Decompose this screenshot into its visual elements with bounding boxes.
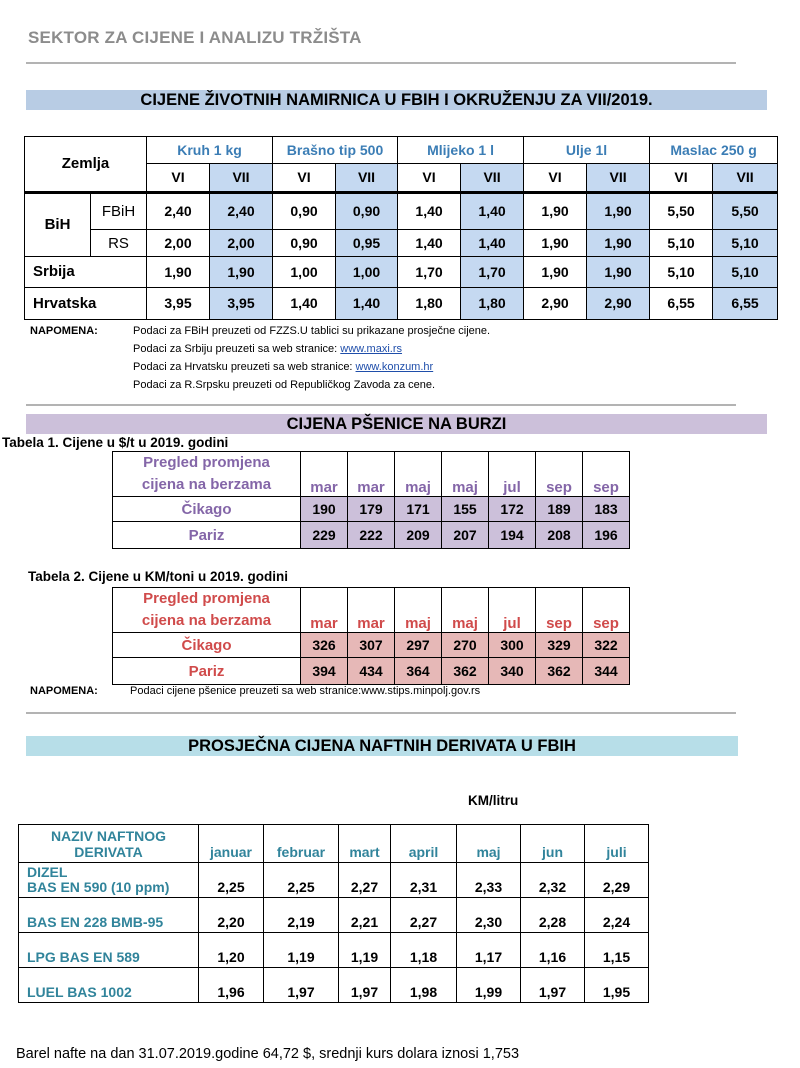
price-cell: 2,00	[210, 230, 273, 257]
price-cell: 1,97	[339, 968, 391, 1003]
exchange-label: Čikago	[113, 497, 301, 522]
price-cell: 1,90	[587, 230, 650, 257]
month-header: maj	[395, 588, 442, 633]
price-cell: 172	[489, 497, 536, 522]
row-label: RS	[91, 230, 147, 257]
price-cell: 1,99	[457, 968, 521, 1003]
month-header: sep	[536, 588, 583, 633]
month-header: mar	[348, 588, 395, 633]
price-cell: 1,97	[264, 968, 339, 1003]
month-header: VII	[713, 164, 778, 192]
price-cell: 362	[442, 658, 489, 685]
price-cell: 1,40	[273, 287, 336, 319]
exchange-label: Čikago	[113, 633, 301, 658]
month-header: juli	[585, 825, 649, 863]
price-cell: 2,27	[339, 863, 391, 898]
price-cell: 1,40	[336, 287, 398, 319]
month-header: VII	[587, 164, 650, 192]
month-header: maj	[442, 452, 489, 497]
month-header: VI	[398, 164, 461, 192]
wheat-note: Podaci cijene pšenice preuzeti sa web stranice:www.stips.minpolj.gov.rs	[130, 685, 481, 697]
month-header: VII	[336, 164, 398, 192]
month-header: VII	[210, 164, 273, 192]
unit-label: KM/litru	[468, 793, 519, 808]
food-note-label: NAPOMENA:	[30, 325, 98, 337]
note-line	[133, 340, 753, 358]
price-cell: 2,40	[147, 192, 210, 229]
month-header: maj	[442, 588, 489, 633]
price-cell: 208	[536, 522, 583, 549]
price-cell: 5,50	[713, 192, 778, 229]
table1-caption: Tabela 1. Cijene u $/t u 2019. godini	[2, 435, 229, 450]
price-cell: 326	[301, 633, 348, 658]
price-cell: 1,90	[210, 257, 273, 287]
price-cell: 307	[348, 633, 395, 658]
price-cell: 2,30	[457, 898, 521, 933]
fuel-name: LUEL BAS 1002	[19, 968, 199, 1003]
month-header: mar	[348, 452, 395, 497]
price-cell: 2,32	[521, 863, 585, 898]
price-cell: 1,00	[273, 257, 336, 287]
price-cell: 1,90	[587, 192, 650, 229]
price-cell: 0,95	[336, 230, 398, 257]
price-cell: 5,10	[713, 257, 778, 287]
overview-header	[113, 452, 301, 497]
header-line: Pregled promjena	[143, 590, 270, 607]
price-cell: 434	[348, 658, 395, 685]
price-cell: 1,18	[391, 933, 457, 968]
price-cell: 1,90	[587, 257, 650, 287]
fuel-name-line: DIZEL	[27, 864, 68, 880]
price-cell: 179	[348, 497, 395, 522]
fuel-name-line: BAS EN 590 (10 ppm)	[27, 879, 170, 895]
price-cell: 1,16	[521, 933, 585, 968]
month-header: sep	[536, 452, 583, 497]
month-header: jun	[521, 825, 585, 863]
overview-header	[113, 588, 301, 633]
row-label: Hrvatska	[25, 287, 147, 319]
price-cell: 2,27	[391, 898, 457, 933]
price-cell: 2,20	[199, 898, 264, 933]
price-cell: 1,00	[336, 257, 398, 287]
price-cell: 1,90	[147, 257, 210, 287]
price-cell: 329	[536, 633, 583, 658]
product-header: Maslac 250 g	[650, 137, 778, 164]
price-cell: 1,90	[524, 257, 587, 287]
month-header: mar	[301, 452, 348, 497]
price-cell: 5,50	[650, 192, 713, 229]
note-line	[133, 358, 753, 376]
price-cell: 5,10	[713, 230, 778, 257]
price-cell: 229	[301, 522, 348, 549]
konzum-link[interactable]: www.konzum.hr	[355, 361, 434, 373]
price-cell: 362	[536, 658, 583, 685]
price-cell: 183	[583, 497, 630, 522]
food-prices-table	[24, 136, 778, 320]
food-prices-banner: CIJENE ŽIVOTNIH NAMIRNICA U FBIH I OKRUŽENJU ZA VII/2019.	[26, 90, 767, 110]
fuel-prices-table	[18, 824, 649, 1003]
header-line: Pregled promjena	[143, 454, 270, 471]
price-cell: 1,20	[199, 933, 264, 968]
wheat-km-table	[112, 587, 630, 685]
price-cell: 2,40	[210, 192, 273, 229]
price-cell: 364	[395, 658, 442, 685]
price-cell: 394	[301, 658, 348, 685]
fuel-name: LPG BAS EN 589	[19, 933, 199, 968]
price-cell: 1,90	[524, 192, 587, 229]
month-header: mar	[301, 588, 348, 633]
price-cell: 3,95	[210, 287, 273, 319]
month-header: VI	[147, 164, 210, 192]
price-cell: 6,55	[713, 287, 778, 319]
oil-barrel-footer: Barel nafte na dan 31.07.2019.godine 64,72 $, srednji kurs dolara iznosi 1,753	[16, 1046, 520, 1062]
fuel-name	[19, 863, 199, 898]
price-cell: 1,90	[524, 230, 587, 257]
price-cell: 2,21	[339, 898, 391, 933]
price-cell: 300	[489, 633, 536, 658]
price-cell: 207	[442, 522, 489, 549]
exchange-label: Pariz	[113, 522, 301, 549]
price-cell: 2,24	[585, 898, 649, 933]
price-cell: 2,25	[264, 863, 339, 898]
price-cell: 2,90	[524, 287, 587, 319]
wheat-usd-table	[112, 451, 630, 549]
fuel-name: BAS EN 228 BMB-95	[19, 898, 199, 933]
price-cell: 2,33	[457, 863, 521, 898]
price-cell: 340	[489, 658, 536, 685]
price-cell: 1,80	[398, 287, 461, 319]
product-header: Ulje 1l	[524, 137, 650, 164]
product-header: Brašno tip 500	[273, 137, 398, 164]
month-header: sep	[583, 588, 630, 633]
note-text: Podaci za Srbiju preuzeti sa web stranice:	[133, 343, 341, 355]
table2-caption: Tabela 2. Cijene u KM/toni u 2019. godini	[28, 569, 289, 584]
month-header: januar	[199, 825, 264, 863]
header-divider	[26, 62, 736, 64]
price-cell: 5,10	[650, 257, 713, 287]
product-header: Mlijeko 1 l	[398, 137, 524, 164]
header-line: cijena na berzama	[141, 612, 272, 629]
price-cell: 297	[395, 633, 442, 658]
note-line: Podaci za R.Srpsku preuzeti od Republičkog Zavoda za cene.	[133, 379, 436, 391]
price-cell: 1,95	[585, 968, 649, 1003]
price-cell: 209	[395, 522, 442, 549]
price-cell: 0,90	[273, 230, 336, 257]
price-cell: 1,15	[585, 933, 649, 968]
price-cell: 0,90	[273, 192, 336, 229]
price-cell: 2,31	[391, 863, 457, 898]
price-cell: 1,70	[461, 257, 524, 287]
price-cell: 322	[583, 633, 630, 658]
price-cell: 1,96	[199, 968, 264, 1003]
price-cell: 2,28	[521, 898, 585, 933]
row-label: FBiH	[91, 192, 147, 229]
section-divider	[26, 404, 736, 406]
header-line: NAZIV NAFTNOG	[50, 827, 167, 844]
price-cell: 1,40	[461, 230, 524, 257]
price-cell: 222	[348, 522, 395, 549]
price-cell: 344	[583, 658, 630, 685]
price-cell: 0,90	[336, 192, 398, 229]
price-cell: 1,40	[461, 192, 524, 229]
header-line: DERIVATA	[74, 843, 143, 860]
price-cell: 196	[583, 522, 630, 549]
price-cell: 1,98	[391, 968, 457, 1003]
month-header: sep	[583, 452, 630, 497]
month-header: februar	[264, 825, 339, 863]
sector-title: SEKTOR ZA CIJENE I ANALIZU TRŽIŠTA	[28, 28, 362, 47]
exchange-label: Pariz	[113, 658, 301, 685]
month-header: VII	[461, 164, 524, 192]
price-cell: 6,55	[650, 287, 713, 319]
price-cell: 171	[395, 497, 442, 522]
month-header: april	[391, 825, 457, 863]
price-cell: 2,90	[587, 287, 650, 319]
country-header: Zemlja	[25, 137, 147, 193]
price-cell: 2,29	[585, 863, 649, 898]
month-header: VI	[273, 164, 336, 192]
note-text: Podaci za Hrvatsku preuzeti sa web stranice:	[133, 361, 356, 373]
month-header: mart	[339, 825, 391, 863]
price-cell: 1,80	[461, 287, 524, 319]
price-cell: 190	[301, 497, 348, 522]
price-cell: 5,10	[650, 230, 713, 257]
price-cell: 189	[536, 497, 583, 522]
price-cell: 1,19	[264, 933, 339, 968]
month-header: VI	[524, 164, 587, 192]
month-header: jul	[489, 588, 536, 633]
wheat-banner: CIJENA PŠENICE NA BURZI	[26, 414, 767, 434]
price-cell: 1,19	[339, 933, 391, 968]
price-cell: 155	[442, 497, 489, 522]
price-cell: 2,19	[264, 898, 339, 933]
price-cell: 194	[489, 522, 536, 549]
month-header: VI	[650, 164, 713, 192]
row-label: Srbija	[25, 257, 147, 287]
month-header: jul	[489, 452, 536, 497]
product-header: Kruh 1 kg	[147, 137, 273, 164]
maxi-link[interactable]: www.maxi.rs	[340, 343, 403, 355]
section-divider	[26, 712, 736, 714]
price-cell: 1,40	[398, 192, 461, 229]
price-cell: 1,70	[398, 257, 461, 287]
price-cell: 270	[442, 633, 489, 658]
fuel-banner: PROSJEČNA CIJENA NAFTNIH DERIVATA U FBIH	[26, 736, 738, 756]
month-header: maj	[395, 452, 442, 497]
header-line: cijena na berzama	[141, 476, 272, 493]
price-cell: 3,95	[147, 287, 210, 319]
wheat-note-label: NAPOMENA:	[30, 685, 98, 697]
price-cell: 2,00	[147, 230, 210, 257]
price-cell: 2,25	[199, 863, 264, 898]
price-cell: 1,40	[398, 230, 461, 257]
note-line: Podaci za FBiH preuzeti od FZZS.U tablici su prikazane prosječne cijene.	[133, 325, 491, 337]
month-header: maj	[457, 825, 521, 863]
food-notes	[133, 322, 753, 394]
fuel-name-header	[19, 825, 199, 863]
price-cell: 1,17	[457, 933, 521, 968]
price-cell: 1,97	[521, 968, 585, 1003]
bih-label: BiH	[25, 192, 91, 257]
